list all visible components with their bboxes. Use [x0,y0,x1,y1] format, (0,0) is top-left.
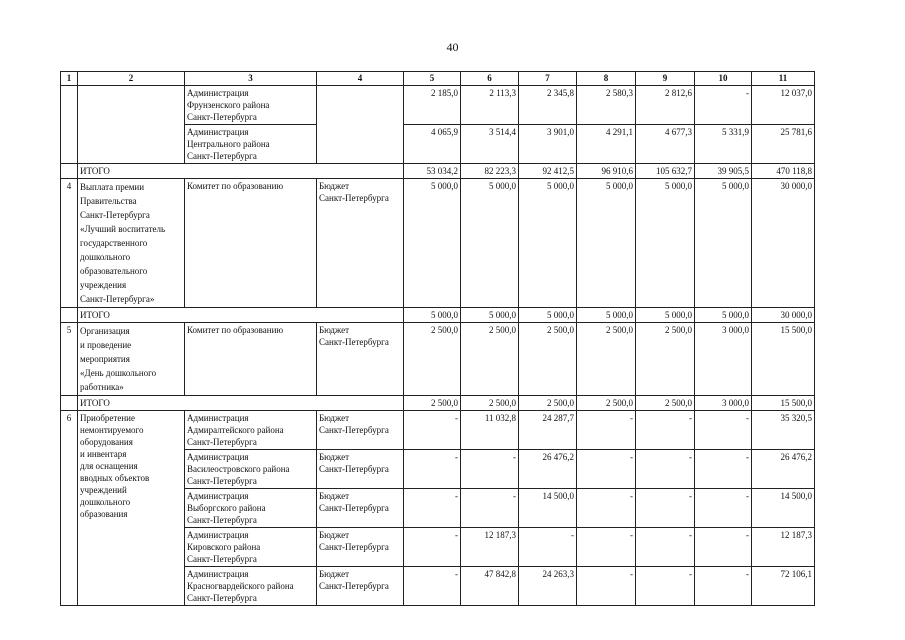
value-cell: 5 000,0 [636,308,695,323]
executor-cell: Администрация Кировского района Санкт-Петербурга [185,528,317,567]
value-cell: 4 677,3 [636,125,695,164]
name-cell: Организация и проведение мероприятия «День дошкольного работника» [78,323,185,396]
column-header: 2 [78,72,185,86]
executor-cell: Администрация Красногвардейского района Санкт-Петербурга [185,567,317,606]
value-cell: - [695,411,752,450]
header-row [61,72,815,86]
source-cell [317,86,404,164]
value-cell: - [577,528,636,567]
column-header: 6 [461,72,519,86]
value-cell: 12 037,0 [752,86,815,125]
name-cell [78,86,185,164]
column-header: 10 [695,72,752,86]
total-label: ИТОГО [78,308,404,323]
value-cell: 14 500,0 [752,489,815,528]
value-cell: 2 580,3 [577,86,636,125]
value-cell: 4 291,1 [577,125,636,164]
executor-cell: Администрация Василеостровского района Санкт-Петербурга [185,450,317,489]
value-cell: 30 000,0 [752,179,815,308]
executor-cell: Комитет по образованию [185,323,317,396]
column-header: 1 [61,72,78,86]
value-cell: 2 500,0 [519,323,577,396]
value-cell: 2 113,3 [461,86,519,125]
source-cell: Бюджет Санкт-Петербурга [317,528,404,567]
value-cell: 11 032,8 [461,411,519,450]
value-cell: 24 287,7 [519,411,577,450]
value-cell: - [404,489,461,528]
column-header: 4 [317,72,404,86]
value-cell: 2 500,0 [636,323,695,396]
value-cell: - [404,567,461,606]
budget-table [60,71,815,606]
value-cell: - [636,567,695,606]
value-cell: 12 187,3 [752,528,815,567]
table-row [61,323,815,396]
table-row [61,411,815,450]
total-label: ИТОГО [78,396,404,411]
executor-cell: Администрация Центрального района Санкт-Петербурга [185,125,317,164]
column-header: 9 [636,72,695,86]
number-cell [61,308,78,323]
value-cell: 2 500,0 [404,396,461,411]
value-cell: - [636,528,695,567]
source-cell: Бюджет Санкт-Петербурга [317,567,404,606]
number-cell [61,396,78,411]
value-cell: 2 500,0 [636,396,695,411]
number-cell: 6 [61,411,78,606]
value-cell: 5 000,0 [695,308,752,323]
value-cell: 2 500,0 [404,323,461,396]
column-header: 11 [752,72,815,86]
value-cell: 2 500,0 [461,323,519,396]
value-cell: 15 500,0 [752,396,815,411]
value-cell: - [636,489,695,528]
column-header: 8 [577,72,636,86]
value-cell: - [695,528,752,567]
value-cell: - [577,567,636,606]
value-cell: - [404,528,461,567]
value-cell: 25 781,6 [752,125,815,164]
value-cell: 2 500,0 [461,396,519,411]
number-cell [61,86,78,164]
value-cell: 2 500,0 [577,323,636,396]
table-row [61,179,815,308]
value-cell: - [461,450,519,489]
value-cell: 5 000,0 [404,308,461,323]
value-cell: - [636,411,695,450]
value-cell: 3 000,0 [695,396,752,411]
value-cell: 5 000,0 [519,179,577,308]
executor-cell: Комитет по образованию [185,179,317,308]
value-cell: 39 905,5 [695,164,752,179]
value-cell: 3 000,0 [695,323,752,396]
value-cell: - [404,450,461,489]
value-cell: 24 263,3 [519,567,577,606]
value-cell: 26 476,2 [519,450,577,489]
value-cell: 3 514,4 [461,125,519,164]
source-cell: Бюджет Санкт-Петербурга [317,450,404,489]
source-cell: Бюджет Санкт-Петербурга [317,411,404,450]
value-cell: 2 500,0 [577,396,636,411]
value-cell: 35 320,5 [752,411,815,450]
value-cell: 92 412,5 [519,164,577,179]
total-label: ИТОГО [78,164,404,179]
value-cell: - [577,450,636,489]
value-cell: 5 000,0 [461,179,519,308]
column-header: 7 [519,72,577,86]
value-cell: 47 842,8 [461,567,519,606]
column-header: 3 [185,72,317,86]
value-cell: 5 331,9 [695,125,752,164]
value-cell: 12 187,3 [461,528,519,567]
value-cell: 5 000,0 [636,179,695,308]
executor-cell: Администрация Выборгского района Санкт-Петербурга [185,489,317,528]
value-cell: - [577,411,636,450]
value-cell: 5 000,0 [519,308,577,323]
value-cell: 2 345,8 [519,86,577,125]
value-cell: 4 065,9 [404,125,461,164]
total-row [61,308,815,323]
value-cell: 72 106,1 [752,567,815,606]
value-cell: 96 910,6 [577,164,636,179]
column-header: 5 [404,72,461,86]
number-cell [61,164,78,179]
executor-cell: Администрация Адмиралтейского района Санкт-Петербурга [185,411,317,450]
source-cell: Бюджет Санкт-Петербурга [317,179,404,308]
value-cell: 105 632,7 [636,164,695,179]
value-cell: 30 000,0 [752,308,815,323]
value-cell: - [461,489,519,528]
name-cell: Приобретение немонтируемого оборудования и инвентаря для оснащения вводных объектов учреждений дошкольного образования [78,411,185,606]
name-cell: Выплата премии Правительства Санкт-Петербурга «Лучший воспитатель государственного дошкольного образовательного учреждения Санкт-Петербурга» [78,179,185,308]
value-cell: 14 500,0 [519,489,577,528]
value-cell: 82 223,3 [461,164,519,179]
value-cell: 2 812,6 [636,86,695,125]
table-body [61,72,815,606]
page-number: 40 [446,40,459,54]
value-cell: - [695,86,752,125]
executor-cell: Администрация Фрунзенского района Санкт-Петербурга [185,86,317,125]
value-cell: 470 118,8 [752,164,815,179]
value-cell: 15 500,0 [752,323,815,396]
value-cell: 2 500,0 [519,396,577,411]
value-cell: - [636,450,695,489]
value-cell: 53 034,2 [404,164,461,179]
source-cell: Бюджет Санкт-Петербурга [317,489,404,528]
value-cell: - [695,450,752,489]
number-cell: 4 [61,179,78,308]
value-cell: 5 000,0 [404,179,461,308]
source-cell: Бюджет Санкт-Петербурга [317,323,404,396]
total-row [61,164,815,179]
total-row [61,396,815,411]
table-row [61,86,815,125]
value-cell: - [695,567,752,606]
value-cell: - [519,528,577,567]
value-cell: 5 000,0 [695,179,752,308]
value-cell: 3 901,0 [519,125,577,164]
value-cell: 26 476,2 [752,450,815,489]
value-cell: 5 000,0 [461,308,519,323]
value-cell: 5 000,0 [577,179,636,308]
number-cell: 5 [61,323,78,396]
value-cell: 5 000,0 [577,308,636,323]
value-cell: - [695,489,752,528]
value-cell: - [577,489,636,528]
value-cell: 2 185,0 [404,86,461,125]
value-cell: - [404,411,461,450]
